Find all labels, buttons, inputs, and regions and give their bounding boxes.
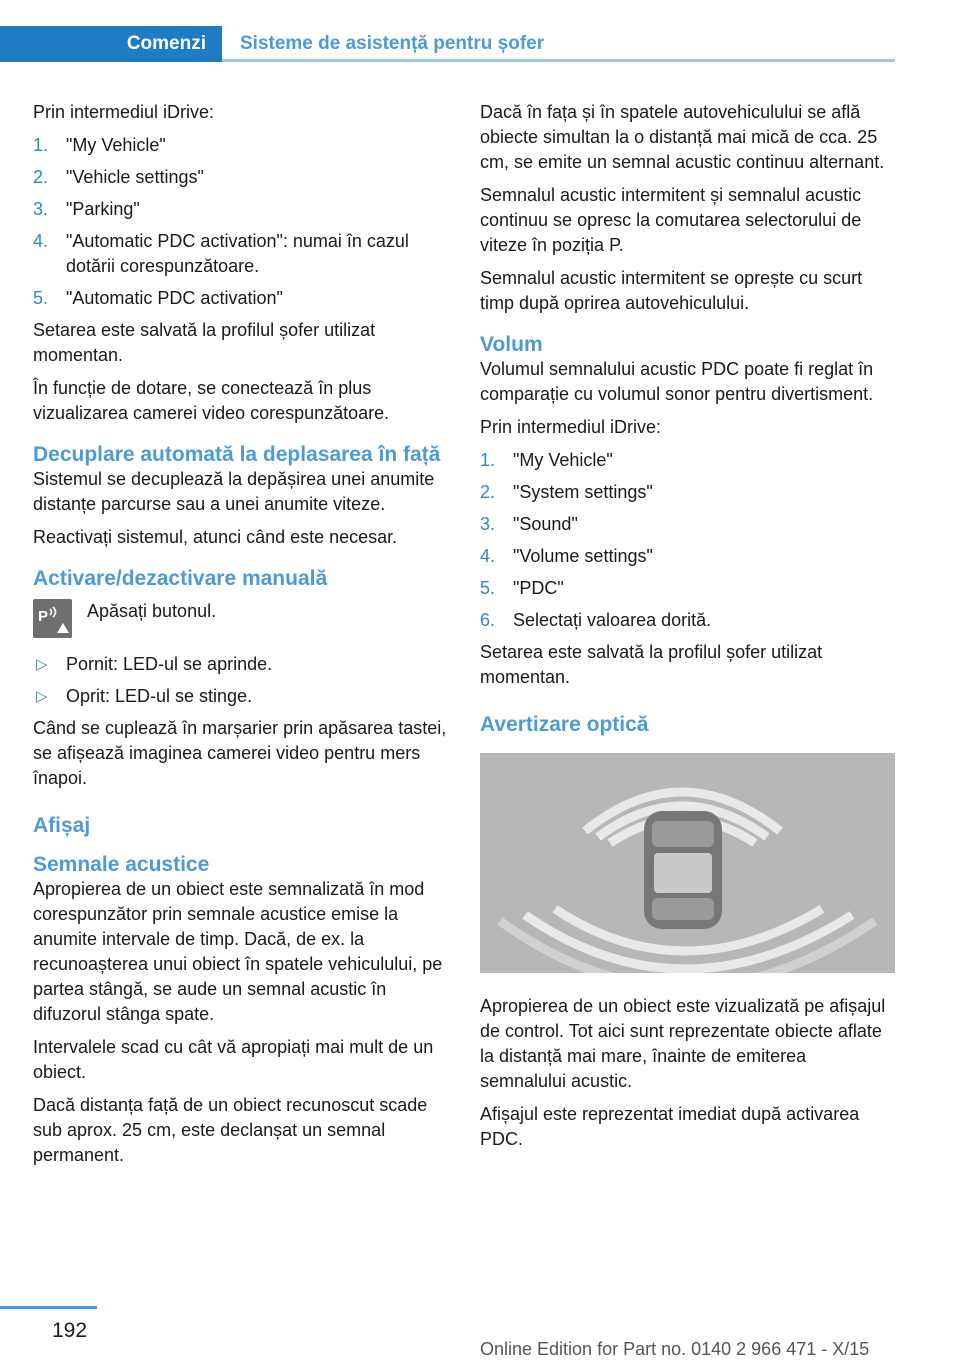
paragraph: Semnalul acustic intermitent și semnalul acustic continuu se opresc la comutarea selectorului de viteze în poziția P. — [480, 185, 862, 255]
list-item — [480, 512, 896, 537]
subsection-heading: Avertizare optică — [480, 713, 649, 736]
step-text: "Sound" — [513, 514, 578, 534]
list-item — [33, 197, 449, 222]
triangle-bullet-icon: ▷ — [36, 656, 48, 673]
paragraph: Apropierea de un obiect este semnalizată în mod corespunzător prin semnale acustice emise la anumite intervale de timp. Dacă, de ex. la recunoașterea unui obiect în spatele vehiculului, pe partea stângă, se aude un semnal acustic în difuzorul stânga spate. — [33, 879, 443, 1024]
list-item — [33, 133, 449, 158]
list-item — [33, 286, 449, 311]
subsection-heading: Semnale acustice — [33, 853, 210, 876]
list-item — [480, 608, 896, 633]
step-text: "PDC" — [513, 578, 564, 598]
paragraph: Setarea este salvată la profilul șofer utilizat momentan. — [480, 642, 823, 687]
list-item — [33, 652, 449, 677]
paragraph: Intervalele scad cu cât vă apropiați mai mult de un obiect. — [33, 1037, 434, 1082]
step-text: Selectați valoarea dorită. — [513, 610, 712, 630]
idrive-steps-list — [33, 133, 449, 311]
section-heading: Activare/dezactivare manuală — [33, 567, 328, 590]
paragraph: Prin intermediul iDrive: — [33, 102, 215, 122]
step-text: "Volume settings" — [513, 546, 653, 566]
step-number: 1. — [33, 135, 49, 155]
paragraph: Sistemul se decuplează la depășirea unei anumite distanțe parcurse sau a unei anumite viteze. — [33, 469, 435, 514]
pdc-button-icon — [33, 599, 72, 638]
paragraph: Semnalul acustic intermitent se oprește cu scurt timp după oprirea autovehiculului. — [480, 268, 863, 313]
paragraph: Afișajul este reprezentat imediat după activarea PDC. — [480, 1104, 860, 1149]
step-text: "My Vehicle" — [66, 135, 166, 155]
bullet-text: Pornit: LED-ul se aprinde. — [66, 654, 273, 674]
paragraph: Apropierea de un obiect este vizualizată pe afișajul de control. Tot aici sunt reprezentate obiecte aflate la distanță mai mare, înainte de emiterea semnalului acustic. — [480, 996, 886, 1091]
list-item — [480, 448, 896, 473]
paragraph: Dacă în fața și în spatele autovehiculului se află obiecte simultan la o distanță mai mică de cca. 25 cm, se emite un semnal acustic continuu alternant. — [480, 102, 885, 172]
left-column — [33, 100, 449, 1176]
step-number: 4. — [480, 546, 496, 566]
list-item — [33, 684, 449, 709]
step-text: "Automatic PDC activation": numai în cazul dotării corespunzătoare. — [66, 231, 409, 276]
list-item — [480, 576, 896, 601]
edition-note: Online Edition for Part no. 0140 2 966 471 - X/15 — [480, 1339, 870, 1359]
paragraph: Prin intermediul iDrive: — [480, 417, 662, 437]
step-number: 1. — [480, 450, 496, 470]
step-number: 2. — [33, 167, 49, 187]
step-number: 3. — [33, 199, 49, 219]
paragraph: Setarea este salvată la profilul șofer utilizat momentan. — [33, 320, 376, 365]
led-status-list — [33, 652, 449, 709]
paragraph: Când se cuplează în marșarier prin apăsarea tastei, se afișează imaginea camerei video pentru mers înapoi. — [33, 718, 447, 788]
list-item — [480, 480, 896, 505]
page-header — [0, 26, 895, 62]
step-number: 5. — [480, 578, 496, 598]
step-text: "System settings" — [513, 482, 653, 502]
step-number: 4. — [33, 231, 49, 251]
paragraph: Dacă distanța față de un obiect recunoscut scade sub aprox. 25 cm, este declanșat un semnal permanent. — [33, 1095, 428, 1165]
chapter-title: Sisteme de asistență pentru șofer — [240, 33, 545, 54]
list-item — [33, 165, 449, 190]
paragraph: În funcție de dotare, se conectează în plus vizualizarea camerei video corespunzătoare. — [33, 378, 390, 423]
right-column — [480, 100, 896, 1160]
press-button-row — [33, 599, 449, 638]
svg-text:P: P — [38, 608, 49, 625]
step-text: "Automatic PDC activation" — [66, 288, 283, 308]
pdc-display-illustration — [480, 753, 895, 973]
paragraph: Volumul semnalului acustic PDC poate fi reglat în comparație cu volumul sonor pentru divertisment. — [480, 359, 874, 404]
section-tab: Comenzi — [0, 26, 222, 62]
footer-rule — [0, 1306, 97, 1309]
step-number: 5. — [33, 288, 49, 308]
list-item — [33, 229, 449, 279]
subsection-heading: Volum — [480, 333, 543, 356]
paragraph: Reactivați sistemul, atunci când este necesar. — [33, 527, 398, 547]
header-rule — [222, 59, 895, 62]
list-item — [480, 544, 896, 569]
press-button-text: Apăsați butonul. — [87, 601, 217, 621]
bullet-text: Oprit: LED-ul se stinge. — [66, 686, 253, 706]
step-number: 3. — [480, 514, 496, 534]
step-text: "My Vehicle" — [513, 450, 613, 470]
step-text: "Parking" — [66, 199, 140, 219]
section-heading: Afișaj — [33, 814, 91, 837]
step-number: 6. — [480, 610, 496, 630]
step-number: 2. — [480, 482, 496, 502]
section-heading: Decuplare automată la deplasarea în față — [33, 443, 441, 466]
step-text: "Vehicle settings" — [66, 167, 204, 187]
page-number: 192 — [52, 1319, 88, 1342]
idrive-volume-steps-list — [480, 448, 896, 633]
triangle-bullet-icon: ▷ — [36, 688, 48, 705]
